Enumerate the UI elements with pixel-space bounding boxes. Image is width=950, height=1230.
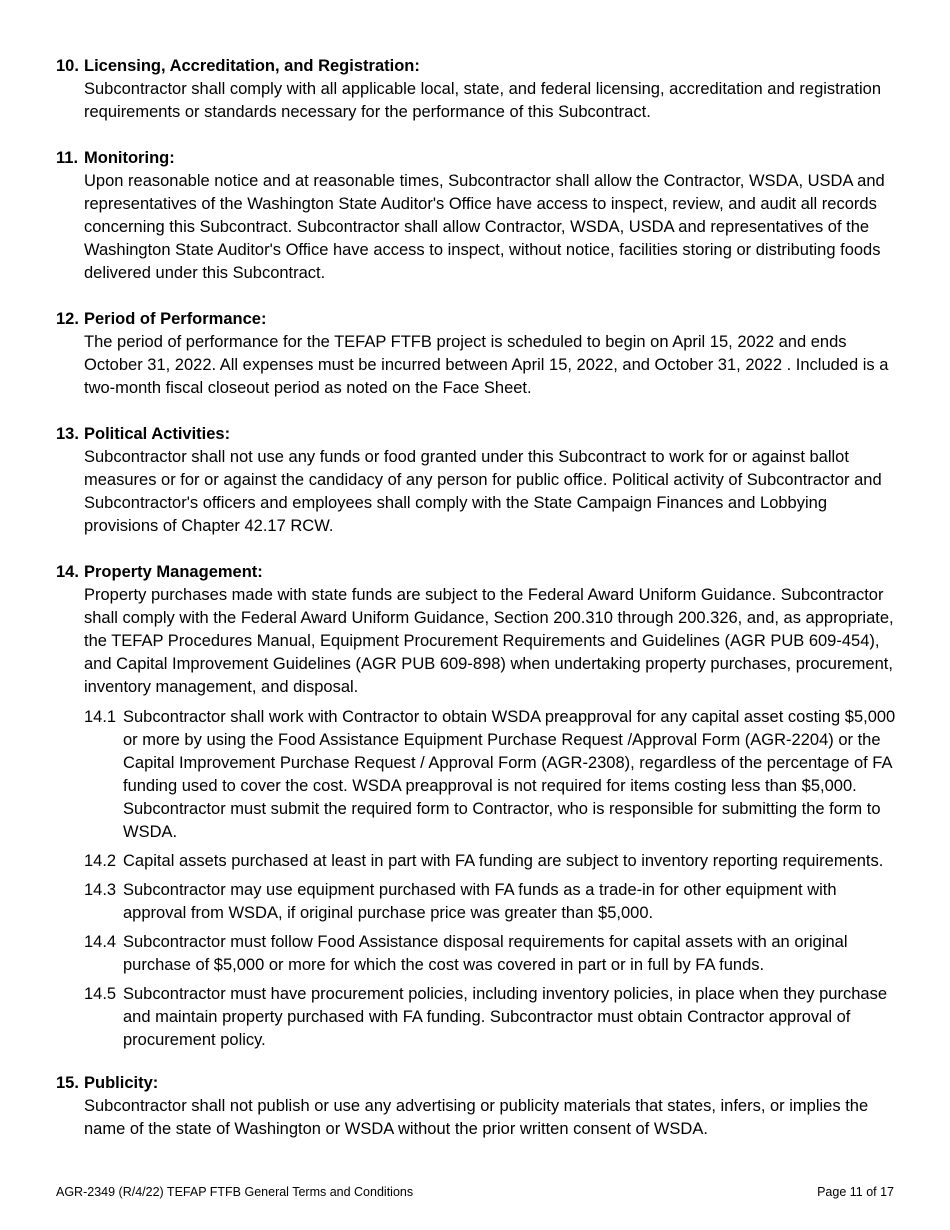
- section-heading: [56, 423, 901, 446]
- subsection-item: [56, 706, 901, 844]
- subsection-list: [56, 706, 901, 1052]
- subsection-text: Subcontractor must follow Food Assistance disposal requirements for capital assets with an original purchase of $5,000 or more for which the cost was covered in part or in full by FA funds.: [123, 933, 848, 974]
- section-body: The period of performance for the TEFAP FTFB project is scheduled to begin on April 15, 2022 and ends October 31, 2022. All expenses must be incurred between April 15, 2022, and October 31, 2022 . Included is a two-month fiscal closeout period as noted on the Face Sheet.: [84, 333, 889, 397]
- section-body: Upon reasonable notice and at reasonable times, Subcontractor shall allow the Contractor, WSDA, USDA and representatives of the Washington State Auditor's Office have access to inspect, review, and audit all records concerning this Subcontract. Subcontractor shall allow Contractor, WSDA, USDA and representatives of the Washington State Auditor's Office have access to inspect, without notice, facilities storing or distributing foods delivered under this Subcontract.: [84, 172, 885, 282]
- section-monitoring: [56, 147, 901, 285]
- section-number: 15.: [56, 1074, 79, 1092]
- section-number: 10.: [56, 57, 79, 75]
- subsection-item: [56, 850, 901, 873]
- section-title: Political Activities:: [84, 425, 231, 443]
- subsection-item: [56, 983, 901, 1052]
- section-title: Monitoring:: [84, 149, 175, 167]
- subsection-number: 14.2: [84, 852, 117, 870]
- section-title: Publicity:: [84, 1074, 159, 1092]
- subsection-text: Subcontractor shall work with Contractor to obtain WSDA preapproval for any capital asset costing $5,000 or more by using the Food Assistance Equipment Purchase Request /Approval Form (AGR-2204) or the Capital Improvement Purchase Request / Approval Form (AGR-2308), regardless of the percentage of FA funding used to cover the cost. WSDA preapproval is not required for items costing less than $5,000. Subcontractor must submit the required form to Contractor, who is responsible for submitting the form to WSDA.: [123, 708, 896, 841]
- section-body: Subcontractor shall not use any funds or food granted under this Subcontract to work for or against ballot measures or for or against the candidacy of any person for public office. Political activity of Subcontractor and Subcontractor's officers and employees shall comply with the State Campaign Finances and Lobbying provisions of Chapter 42.17 RCW.: [84, 448, 882, 535]
- subsection-text: Capital assets purchased at least in part with FA funding are subject to inventory reporting requirements.: [123, 852, 884, 870]
- document-content: [56, 55, 901, 1164]
- subsection-number: 14.3: [84, 881, 117, 899]
- subsection-number: 14.4: [84, 933, 117, 951]
- subsection-number: 14.5: [84, 985, 117, 1003]
- footer-form-id: AGR-2349 (R/4/22) TEFAP FTFB General Terms and Conditions: [56, 1185, 414, 1199]
- section-title: Property Management:: [84, 563, 263, 581]
- section-number: 14.: [56, 563, 79, 581]
- section-body: Subcontractor shall not publish or use any advertising or publicity materials that states, infers, or implies the name of the state of Washington or WSDA without the prior written consent of WSDA.: [84, 1097, 869, 1138]
- section-heading: [56, 147, 901, 170]
- subsection-text: Subcontractor may use equipment purchased with FA funds as a trade-in for other equipment with approval from WSDA, if original purchase price was greater than $5,000.: [123, 881, 837, 922]
- section-heading: [56, 1072, 901, 1095]
- section-publicity: [56, 1072, 901, 1141]
- section-licensing: [56, 55, 901, 124]
- section-heading: [56, 308, 901, 331]
- section-number: 13.: [56, 425, 79, 443]
- section-number: 11.: [56, 149, 79, 167]
- subsection-item: [56, 931, 901, 977]
- subsection-text: Subcontractor must have procurement policies, including inventory policies, in place when they purchase and maintain property purchased with FA funding. Subcontractor must obtain Contractor approval of procurement policy.: [123, 985, 887, 1049]
- section-heading: [56, 55, 901, 78]
- section-body: Subcontractor shall comply with all applicable local, state, and federal licensing, accreditation and registration requirements or standards necessary for the performance of this Subcontract.: [84, 80, 882, 121]
- section-title: Licensing, Accreditation, and Registration:: [84, 57, 420, 75]
- section-property-management: [56, 561, 901, 1052]
- subsection-number: 14.1: [84, 708, 117, 726]
- section-body: Property purchases made with state funds are subject to the Federal Award Uniform Guidance. Subcontractor shall comply with the Federal Award Uniform Guidance, Section 200.310 through 200.326, and, as appropriate, the TEFAP Procedures Manual, Equipment Procurement Requirements and Guidelines (AGR PUB 609-454), and Capital Improvement Guidelines (AGR PUB 609-898) when undertaking property purchases, procurement, inventory management, and disposal.: [84, 586, 894, 696]
- section-title: Period of Performance:: [84, 310, 267, 328]
- footer-page-number: Page 11 of 17: [817, 1185, 894, 1199]
- subsection-item: [56, 879, 901, 925]
- section-period-of-performance: [56, 308, 901, 400]
- section-heading: [56, 561, 901, 584]
- section-political-activities: [56, 423, 901, 538]
- section-number: 12.: [56, 310, 79, 328]
